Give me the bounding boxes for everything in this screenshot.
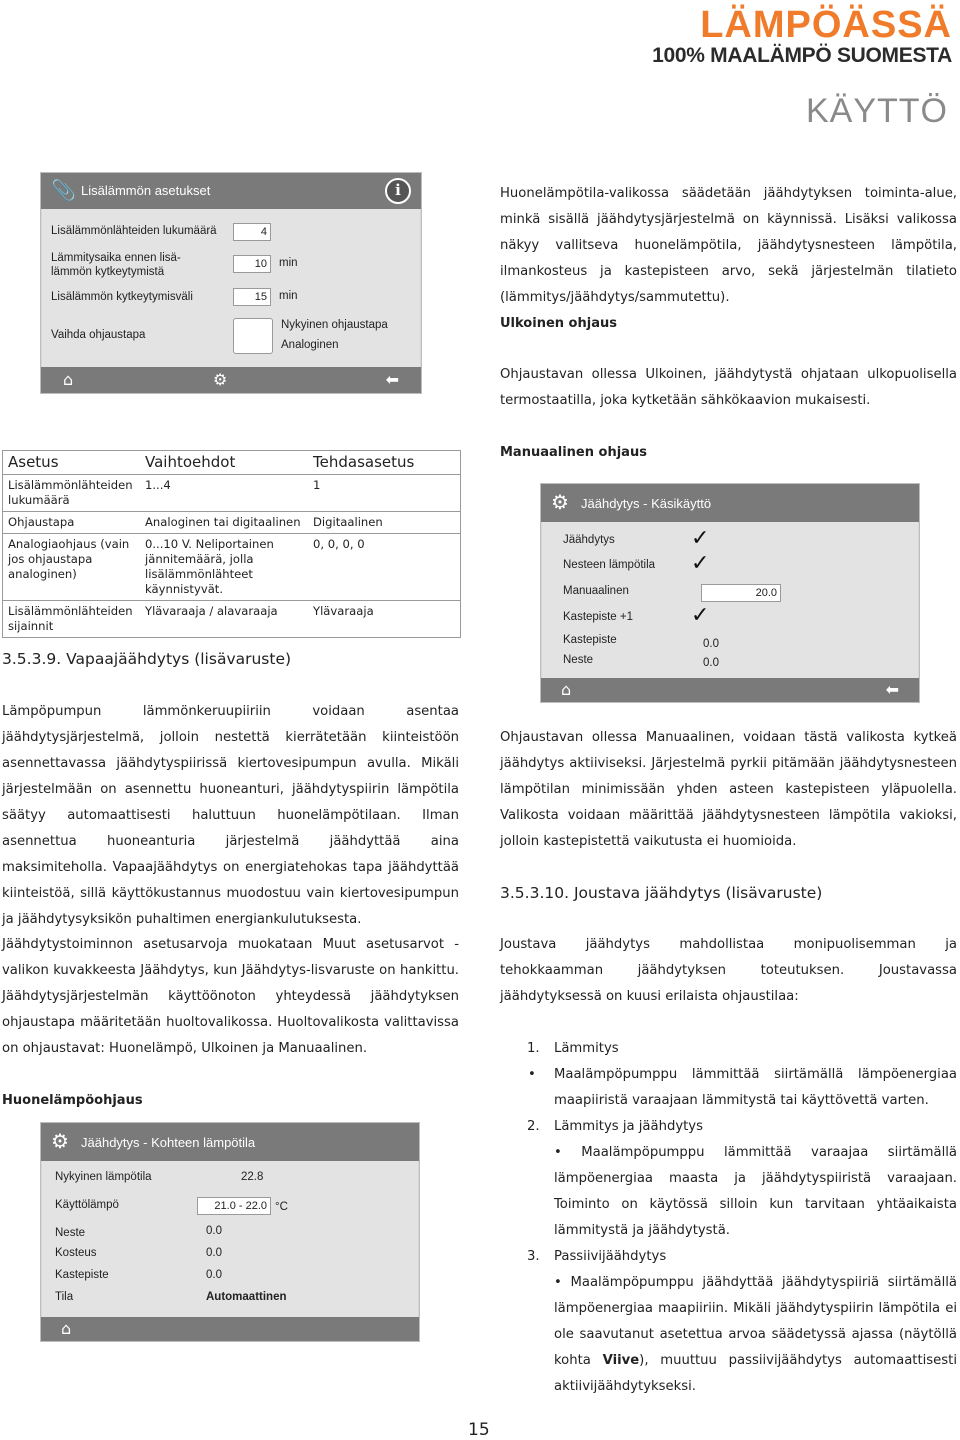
table-cell: Analogiaohjaus (vain jos ohjaustapa analoginen) [3,534,140,601]
setting-value[interactable]: 15 [233,288,271,306]
setting-label: Kastepiste +1 [563,611,634,623]
settings-icon[interactable]: ⚙ [213,370,228,389]
page-number: 15 [468,1420,490,1440]
screen-footer [41,1317,419,1341]
paragraph-manuaalinen: Ohjaustavan ollessa Manuaalinen, voidaan tästä valikosta kytkeä jäähdytys aktiiviseksi. Järjestelmä pyrkii pitämään jäähdytysnesteen lämpötilan minimissään yhden asteen kastepisteen yläpuolella. Valikosta voidaan määrittää jäähdytysnesteen lämpötila vakioksi, jolloin kastepistettä vaikutusta ei huomioida. [500,730,957,849]
table-header-row [3,451,460,475]
reading-value: 0.0 [703,638,719,650]
setting-unit: min [279,290,298,302]
gear-icon: ⚙ [51,1131,69,1153]
list-bullet-text: • Maalämpöpumppu lämmittää varaajaa siirtämällä lämpöenergiaa maasta ja jäähdytyspiiristä varaajaan. Toiminto on käytössä silloin kun tarvitaan yhtäaikaista lämmitystä ja jäähdytystä. [554,1145,957,1238]
paragraph-huonelampotila: Huonelämpötila-valikossa säädetään jäähdytyksen toiminta-alue, minkä sisällä jäähdytysjärjestelmä on käynnissä. Lisäksi valikossa näkyy vallitseva huonelämpötila, jäähdytysnesteen lämpötila, ilmankosteus ja kastepisteen arvo, sekä järjestelmän tilatieto (lämmitys/jäähdytys/sammutettu). [500,186,957,305]
table-cell: Ylävaraaja / alavaraaja [145,604,278,618]
reading-value: 22.8 [241,1171,264,1183]
screen-jaahdytys-kohteen-lampotila [40,1122,420,1342]
home-icon[interactable]: ⌂ [61,1319,72,1338]
list-number: 3. [527,1249,540,1264]
reading-value: 0.0 [703,657,719,669]
reading-value: Automaattinen [206,1291,287,1303]
table-cell: Digitaalinen [308,512,460,534]
list-bullet-pre: Maalämpöpumppu jäähdyttää jäähdytyspiiriä siirtämällä lämpöenergiaa maapiiriin. Mikäli jäähdytyspiirin lämpötila ei ole saavutanut asetettua arvoa säädetyssä ajassa (näytöllä kohta [554,1275,957,1368]
setting-label: Käyttölämpö [55,1199,119,1211]
table-cell: Ohjaustapa [3,512,140,534]
list-bullet-bold: Viive [602,1353,640,1368]
back-arrow-icon[interactable]: ⬅ [885,680,899,699]
setting-label: Jäähdytys [563,534,615,546]
list-bullet-content: Maalämpöpumppu lämmittää varaajaa siirtämällä lämpöenergiaa maasta ja jäähdytyspiiristä varaajaan. Toiminto on käytössä silloin kun tarvitaan yhtäaikaista lämmitystä ja jäähdytystä. [554,1145,957,1238]
ohjaustila-list [500,1036,957,1400]
screen-title-bar [41,173,421,209]
list-bullet-text: • Maalämpöpumppu jäähdyttää jäähdytyspiiriä siirtämällä lämpöenergiaa maapiiriin. Mikäli jäähdytyspiirin lämpötila ei ole saavutanut asetettua arvoa säädetyssä ajassa (näytöllä kohta Viive), muuttuu passiivijäähdytys automaattisesti aktiivijäähdytykseksi. [554,1275,957,1394]
paragraph-joustava: Joustava jäähdytys mahdollistaa monipuolisemman ja tehokkaamman jäähdytyksen toteutuksen. Joustavassa jäähdytyksessä on kuusi erilaista ohjaustilaa: [500,937,957,1004]
table-cell: Lisälämmönlähteiden sijainnit [8,604,133,633]
list-bullet-text: Maalämpöpumppu lämmittää siirtämällä lämpöenergiaa maapiiristä varaajaan lämmitystä tai käyttövettä varten. [554,1067,957,1108]
table-row [3,601,460,638]
change-control-mode-button[interactable] [233,318,273,354]
screen-footer [541,678,919,702]
column-header: Tehdasasetus [308,451,460,475]
setting-label: Neste [563,654,594,666]
heading-joustava-jaahdytys: 3.5.3.10. Joustava jäähdytys (lisävaruste) [500,884,823,902]
table-row [3,512,460,534]
checkmark-icon[interactable]: ✓ [691,551,710,576]
bullet-icon: • [528,1067,536,1082]
home-icon[interactable]: ⌂ [63,370,74,389]
control-mode-label: Vaihda ohjaustapa [51,329,146,341]
setting-label: Nesteen lämpötila [563,559,656,571]
setting-label: Kosteus [55,1247,97,1259]
setting-label: Lämmitysaika ennen lisä- lämmön kytkeytymistä [51,252,181,278]
setting-unit: °C [275,1201,288,1213]
table-row [3,475,460,512]
checkmark-icon[interactable]: ✓ [691,603,710,628]
list-number: 2. [527,1119,540,1134]
heading-manuaalinen-ohjaus: Manuaalinen ohjaus [500,445,647,460]
screen-footer [41,367,421,393]
screen-title-bar [541,484,919,522]
list-bullet [500,1270,957,1400]
section-title: KÄYTTÖ [805,92,948,130]
list-item-title: Passiivijäähdytys [554,1249,667,1264]
paragraph-ulkoinen: Ohjaustavan ollessa Ulkoinen, jäähdytystä ohjataan ulkopuolisella termostaatilla, joka kytketään sähkökaavion mukaisesti. [500,367,957,408]
setting-label: Nykyinen lämpötila [55,1171,152,1183]
reading-value: 0.0 [206,1225,222,1237]
list-bullet [500,1140,957,1244]
screen-title: Lisälämmön asetukset [81,183,211,198]
heading-huonelampoohjaus: Huonelämpöohjaus [2,1093,143,1108]
setting-label: Kastepiste [563,634,617,646]
list-item [500,1114,957,1140]
current-mode-label: Nykyinen ohjaustapa [281,319,388,331]
list-bullet [500,1062,957,1114]
heading-vapaajaahdytys: 3.5.3.9. Vapaajäähdytys (lisävaruste) [2,650,292,668]
table-cell: Analoginen tai digitaalinen [140,512,308,534]
info-icon[interactable]: i [385,178,411,204]
screen-jaahdytys-kasikaytto [540,483,920,703]
table-cell: Ylävaraaja [313,604,374,618]
list-number: 1. [527,1041,540,1056]
table-cell: 1 [308,475,460,512]
paperclip-icon: 📎 [51,180,76,202]
list-bullet-post: ), muuttuu passiivijäähdytys automaattisesti aktiivijäähdytykseksi. [554,1353,957,1394]
paragraph-vapaajaahdytys: Lämpöpumpun lämmönkeruupiiriin voidaan asentaa jäähdytysjärjestelmä, jolloin nestettä kierrätetään kiinteistöön asennettavassa jäähdytyspiirissä kiertovesipumpun avulla. Mikäli järjestelmään on asennettu huoneanturi, jäähdytyspiirin lämpötila säätyy automaattisesti haluttuun huonelämpötilaan. Ilman asennettua huoneanturia järjestelmä jäähdyttää aina maksimiteholla. Vapaajäähdytys on energiatehokas tapa jäähdyttää kiinteistöä, sillä käyttökustannus muodostuu vain kiertovesipumpun ja jäähdytysyksikön puhaltimen energiankulutuksesta. [2,704,459,927]
screen-title-bar [41,1123,419,1161]
setting-label: Tila [55,1291,74,1303]
table-cell: 0, 0, 0, 0 [308,534,460,601]
list-item-title: Lämmitys [554,1041,619,1056]
column-header: Asetus [3,451,140,475]
paragraph-asetusarvot: Jäähdytystoiminnon asetusarvoja muokataan Muut asetusarvot -valikon kuvakkeesta Jäähdytys, kun Jäähdytys-lisvaruste on hankittu. Jäähdytysjärjestelmän käyttöönoton yhteydessä jäähdytyksen ohjaustapa määritetään huoltovalikossa. Huoltovalikosta valittavissa on ohjaustavat: Huonelämpö, Ulkoinen ja Manuaalinen. [2,937,459,1056]
setting-label: Neste [55,1227,86,1239]
heading-ulkoinen-ohjaus: Ulkoinen ohjaus [500,316,617,331]
list-item [500,1036,957,1062]
reading-value: 0.0 [206,1247,222,1259]
reading-value: 0.0 [206,1269,222,1281]
setting-label: Lisälämmönlähteiden lukumäärä [51,225,217,237]
setting-label: Lisälämmön kytkeytymisväli [51,291,193,303]
back-arrow-icon[interactable]: ⬅ [385,370,399,389]
column-header: Vaihtoehdot [140,451,308,475]
checkmark-icon[interactable]: ✓ [691,526,710,551]
table-cell: 1...4 [140,475,308,512]
temperature-range-value[interactable]: 21.0 - 22.0 [197,1197,271,1215]
settings-table [2,450,461,638]
screen-lisalammon-asetukset [40,172,422,394]
current-mode-value: Analoginen [281,339,339,351]
setting-value[interactable]: 4 [233,223,271,241]
table-cell: Lisälämmönlähteiden lukumäärä [3,475,140,512]
gear-icon: ⚙ [551,492,569,514]
setting-value[interactable]: 20.0 [701,584,781,602]
table-row [3,534,460,601]
setting-unit: min [279,257,298,269]
setting-label: Kastepiste [55,1269,109,1281]
screen-title: Jäähdytys - Kohteen lämpötila [81,1135,256,1150]
table-cell: 0...10 V. Neliportainen jännitemäärä, jolla lisälämmönlähteet käynnistyvät. [140,534,308,601]
setting-label: Manuaalinen [563,585,629,597]
setting-value[interactable]: 10 [233,255,271,273]
home-icon[interactable]: ⌂ [561,680,572,699]
list-item-title: Lämmitys ja jäähdytys [554,1119,703,1134]
brand-logo-tagline: 100% MAALÄMPÖ SUOMESTA [652,44,952,67]
list-item [500,1244,957,1270]
brand-logo-name: LÄMPÖÄSSÄ [700,4,952,46]
screen-title: Jäähdytys - Käsikäyttö [581,496,712,511]
